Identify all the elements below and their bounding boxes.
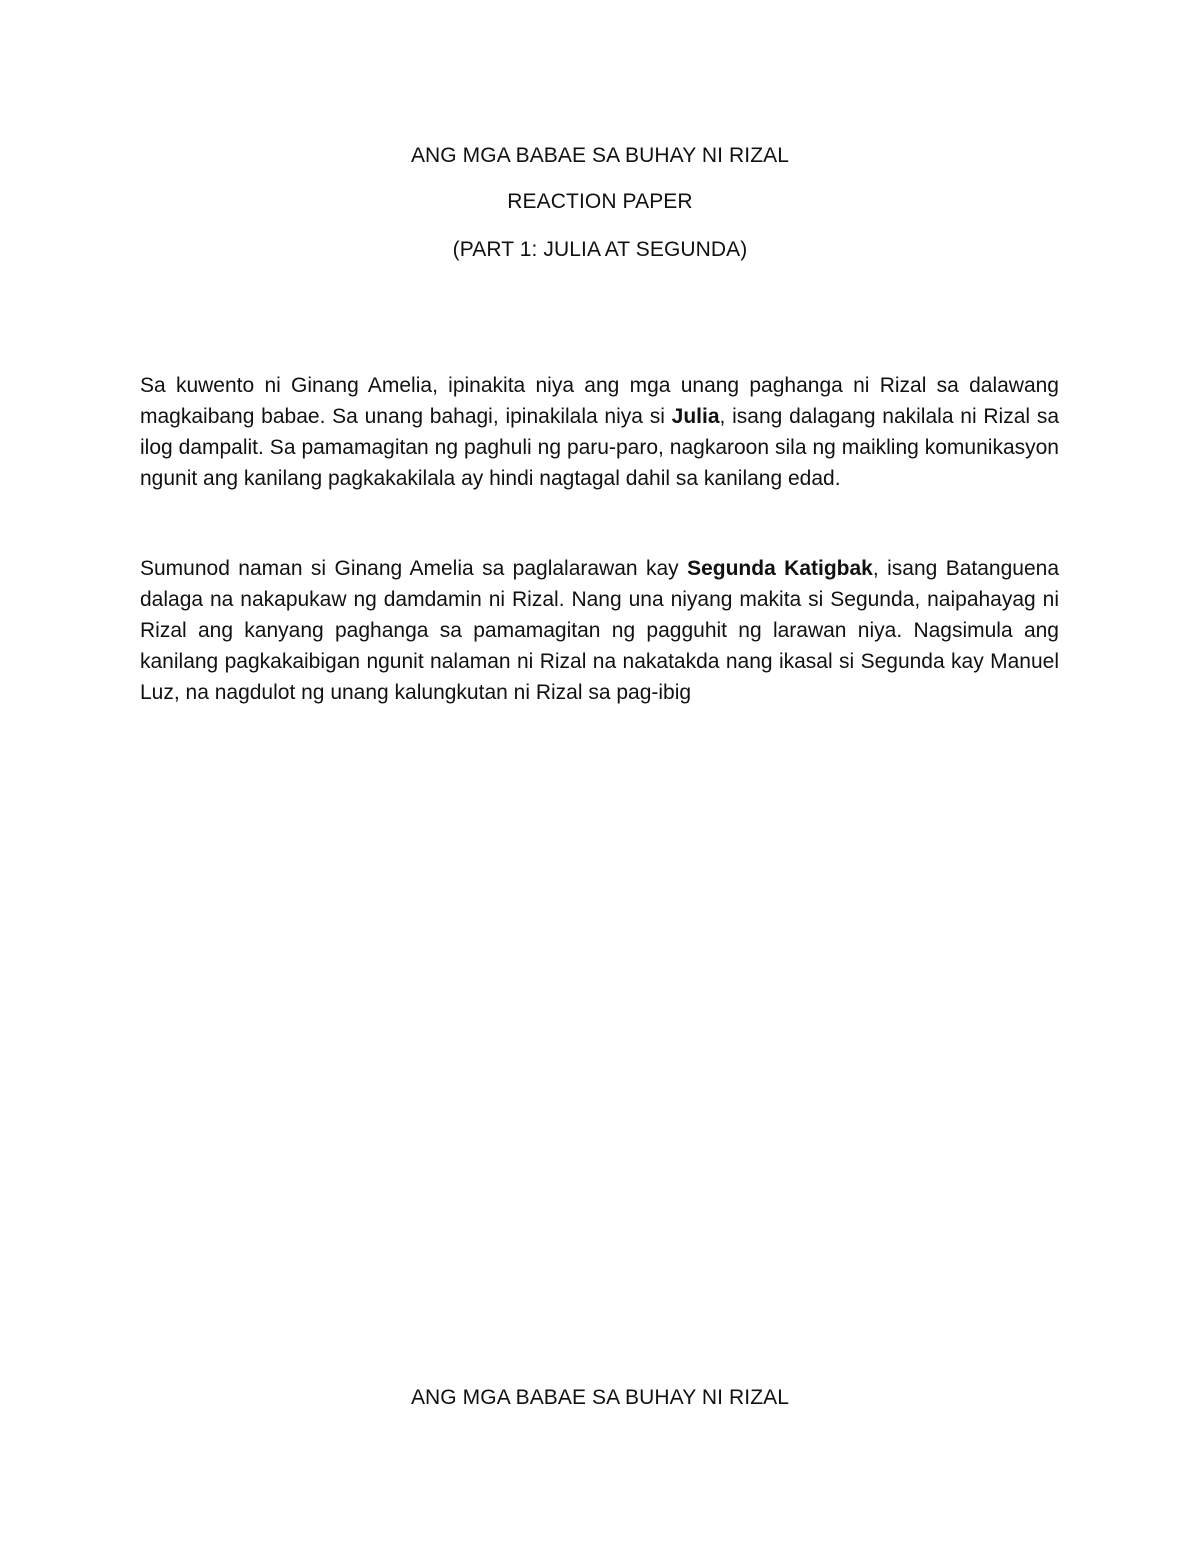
next-page-title: ANG MGA BABAE SA BUHAY NI RIZAL [410, 1386, 790, 1409]
bold-name-julia: Julia [671, 405, 720, 428]
document-subtitle: REACTION PAPER [507, 190, 693, 213]
document-part-label: (PART 1: JULIA AT SEGUNDA) [452, 238, 748, 261]
paragraph-text: Sa kuwento ni Ginang Amelia, ipinakita niya ang mga unang paghanga ni Rizal sa dalawang magkaibang babae. Sa unang bahagi, ipinakilala niya si [140, 374, 1059, 428]
paragraph-text: , isang dalagang nakilala ni Rizal sa ilog dampalit. Sa pamamagitan ng paghuli ng paru-paro, nagkaroon sila ng maikling komunikasyon ngunit ang kanilang pagkakakilala ay hindi nagtagal dahil sa kanilang edad. [140, 405, 1059, 490]
paragraph-segunda [140, 553, 1059, 708]
bold-name-segunda: Segunda Katigbak [687, 557, 873, 580]
paragraph-text: Sumunod naman si Ginang Amelia sa paglalarawan kay [140, 557, 688, 580]
document-title: ANG MGA BABAE SA BUHAY NI RIZAL [410, 144, 790, 167]
paragraph-julia [140, 370, 1059, 494]
paragraph-text: , isang Batanguena dalaga na nakapukaw ng damdamin ni Rizal. Nang una niyang makita si Segunda, naipahayag ni Rizal ang kanyang paghanga sa pamamagitan ng pagguhit ng larawan niya. Nagsimula ang kanilang pagkakaibigan ngunit nalaman ni Rizal na nakatakda nang ikasal si Segunda kay Manuel Luz, na nagdulot ng unang kalungkutan ni Rizal sa pag-ibig [140, 557, 1060, 704]
